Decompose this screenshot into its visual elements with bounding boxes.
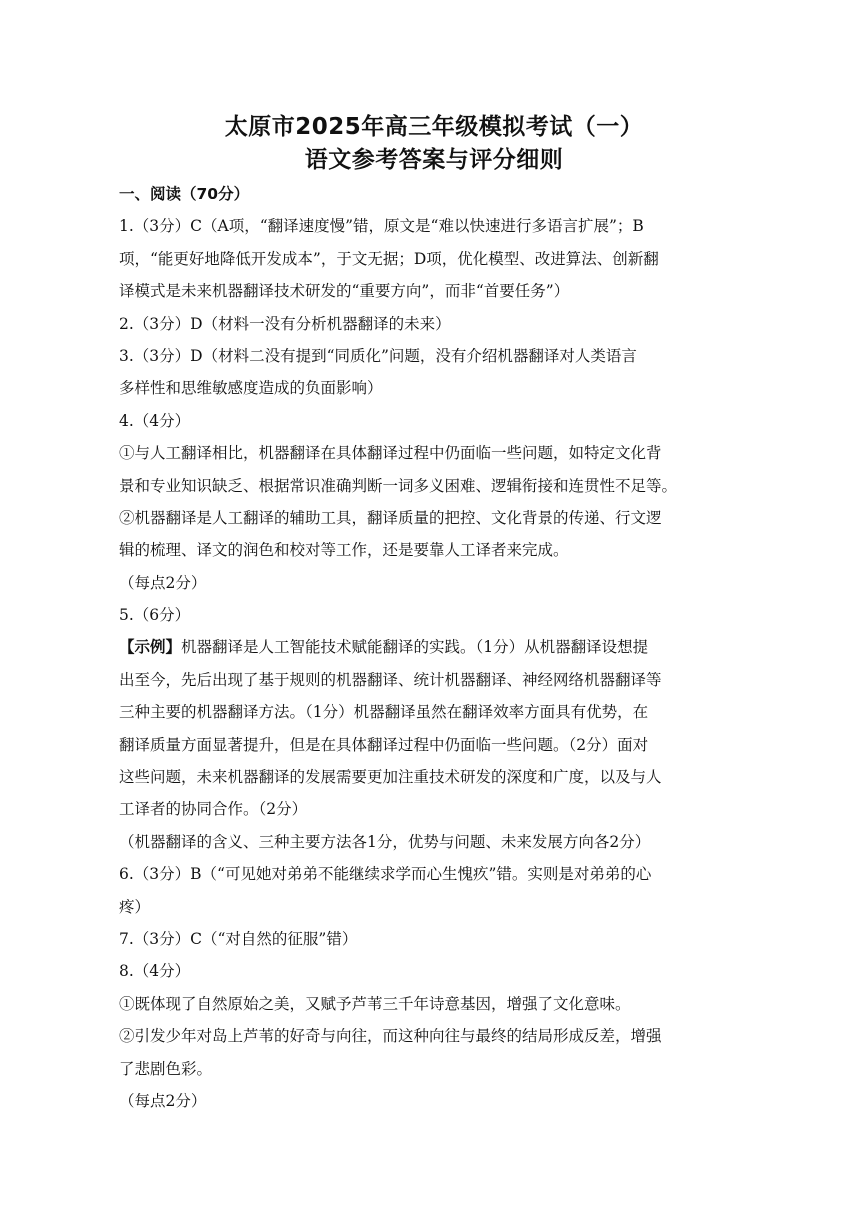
answer-q5 <box>119 599 749 858</box>
answer-line: 工译者的协同合作。（2分） <box>119 800 308 819</box>
answer-line: 三种主要的机器翻译方法。（1分）机器翻译虽然在翻译效率方面具有优势，在 <box>119 703 649 722</box>
answer-line <box>119 631 749 663</box>
answer-q7 <box>119 923 749 955</box>
answer-line: 景和专业知识缺乏、根据常识准确判断一词多义困难、逻辑衔接和连贯性不足等。 <box>119 476 678 495</box>
answer-line: 4.（4分） <box>119 411 191 430</box>
answer-q1 <box>119 210 749 307</box>
document-subtitle: 语文参考答案与评分细则 <box>304 147 564 173</box>
answer-text: 机器翻译是人工智能技术赋能翻译的实践。（1分）从机器翻译设想提 <box>181 638 649 657</box>
answer-line: 项，“能更好地降低开发成本”，于文无据；D项，优化模型、改进算法、创新翻 <box>119 249 659 268</box>
answer-line: 了悲剧色彩。 <box>119 1059 213 1078</box>
answer-q2 <box>119 308 749 340</box>
answer-line: 出至今，先后出现了基于规则的机器翻译、统计机器翻译、神经网络机器翻译等 <box>119 670 662 689</box>
scoring-note: （机器翻译的含义、三种主要方法各1分，优势与问题、未来发展方向各2分） <box>119 832 651 851</box>
answer-line: 5.（6分） <box>119 606 191 625</box>
answer-q4 <box>119 405 749 599</box>
answer-q6 <box>119 858 749 923</box>
section-heading-reading: 一、阅读（70分） <box>119 185 250 203</box>
answer-content <box>119 178 749 1117</box>
answer-line: 这些问题，未来机器翻译的发展需要更加注重技术研发的深度和广度，以及与人 <box>119 768 662 787</box>
answer-line: ②机器翻译是人工翻译的辅助工具，翻译质量的把控、文化背景的传递、行文逻 <box>119 508 662 527</box>
answer-line: 疼） <box>119 897 151 916</box>
answer-line: 2.（3分）D（材料一没有分析机器翻译的未来） <box>119 314 451 333</box>
answer-line: ①既体现了自然原始之美，又赋予芦苇三千年诗意基因，增强了文化意味。 <box>119 994 631 1013</box>
answer-line: 多样性和思维敏感度造成的负面影响） <box>119 379 383 398</box>
example-tag: 【示例】 <box>119 637 182 657</box>
scoring-note: （每点2分） <box>119 1091 207 1110</box>
answer-line: 7.（3分）C（“对自然的征服”错） <box>119 929 358 948</box>
answer-line: 3.（3分）D（材料二没有提到“同质化”问题，没有介绍机器翻译对人类语言 <box>119 346 637 365</box>
answer-line: ①与人工翻译相比，机器翻译在具体翻译过程中仍面临一些问题，如特定文化背 <box>119 444 662 463</box>
answer-line: 译模式是未来机器翻译技术研发的“重要方向”，而非“首要任务”） <box>119 282 570 301</box>
answer-line: 1.（3分）C（A项，“翻译速度慢”错，原文是“难以快速进行多语言扩展”；B <box>119 217 644 236</box>
document-title: 太原市2025年高三年级模拟考试（一） <box>224 114 644 140</box>
answer-q3 <box>119 340 749 405</box>
answer-line: 8.（4分） <box>119 962 191 981</box>
answer-q8 <box>119 955 749 1117</box>
answer-line: ②引发少年对岛上芦苇的好奇与向往，而这种向往与最终的结局形成反差，增强 <box>119 1027 662 1046</box>
scoring-note: （每点2分） <box>119 573 207 592</box>
answer-line: 6.（3分）B（“可见她对弟弟不能继续求学而心生愧疚”错。实则是对弟弟的心 <box>119 865 652 884</box>
answer-line: 翻译质量方面显著提升，但是在具体翻译过程中仍面临一些问题。（2分）面对 <box>119 735 649 754</box>
answer-line: 辑的梳理、译文的润色和校对等工作，还是要靠人工译者来完成。 <box>119 541 569 560</box>
